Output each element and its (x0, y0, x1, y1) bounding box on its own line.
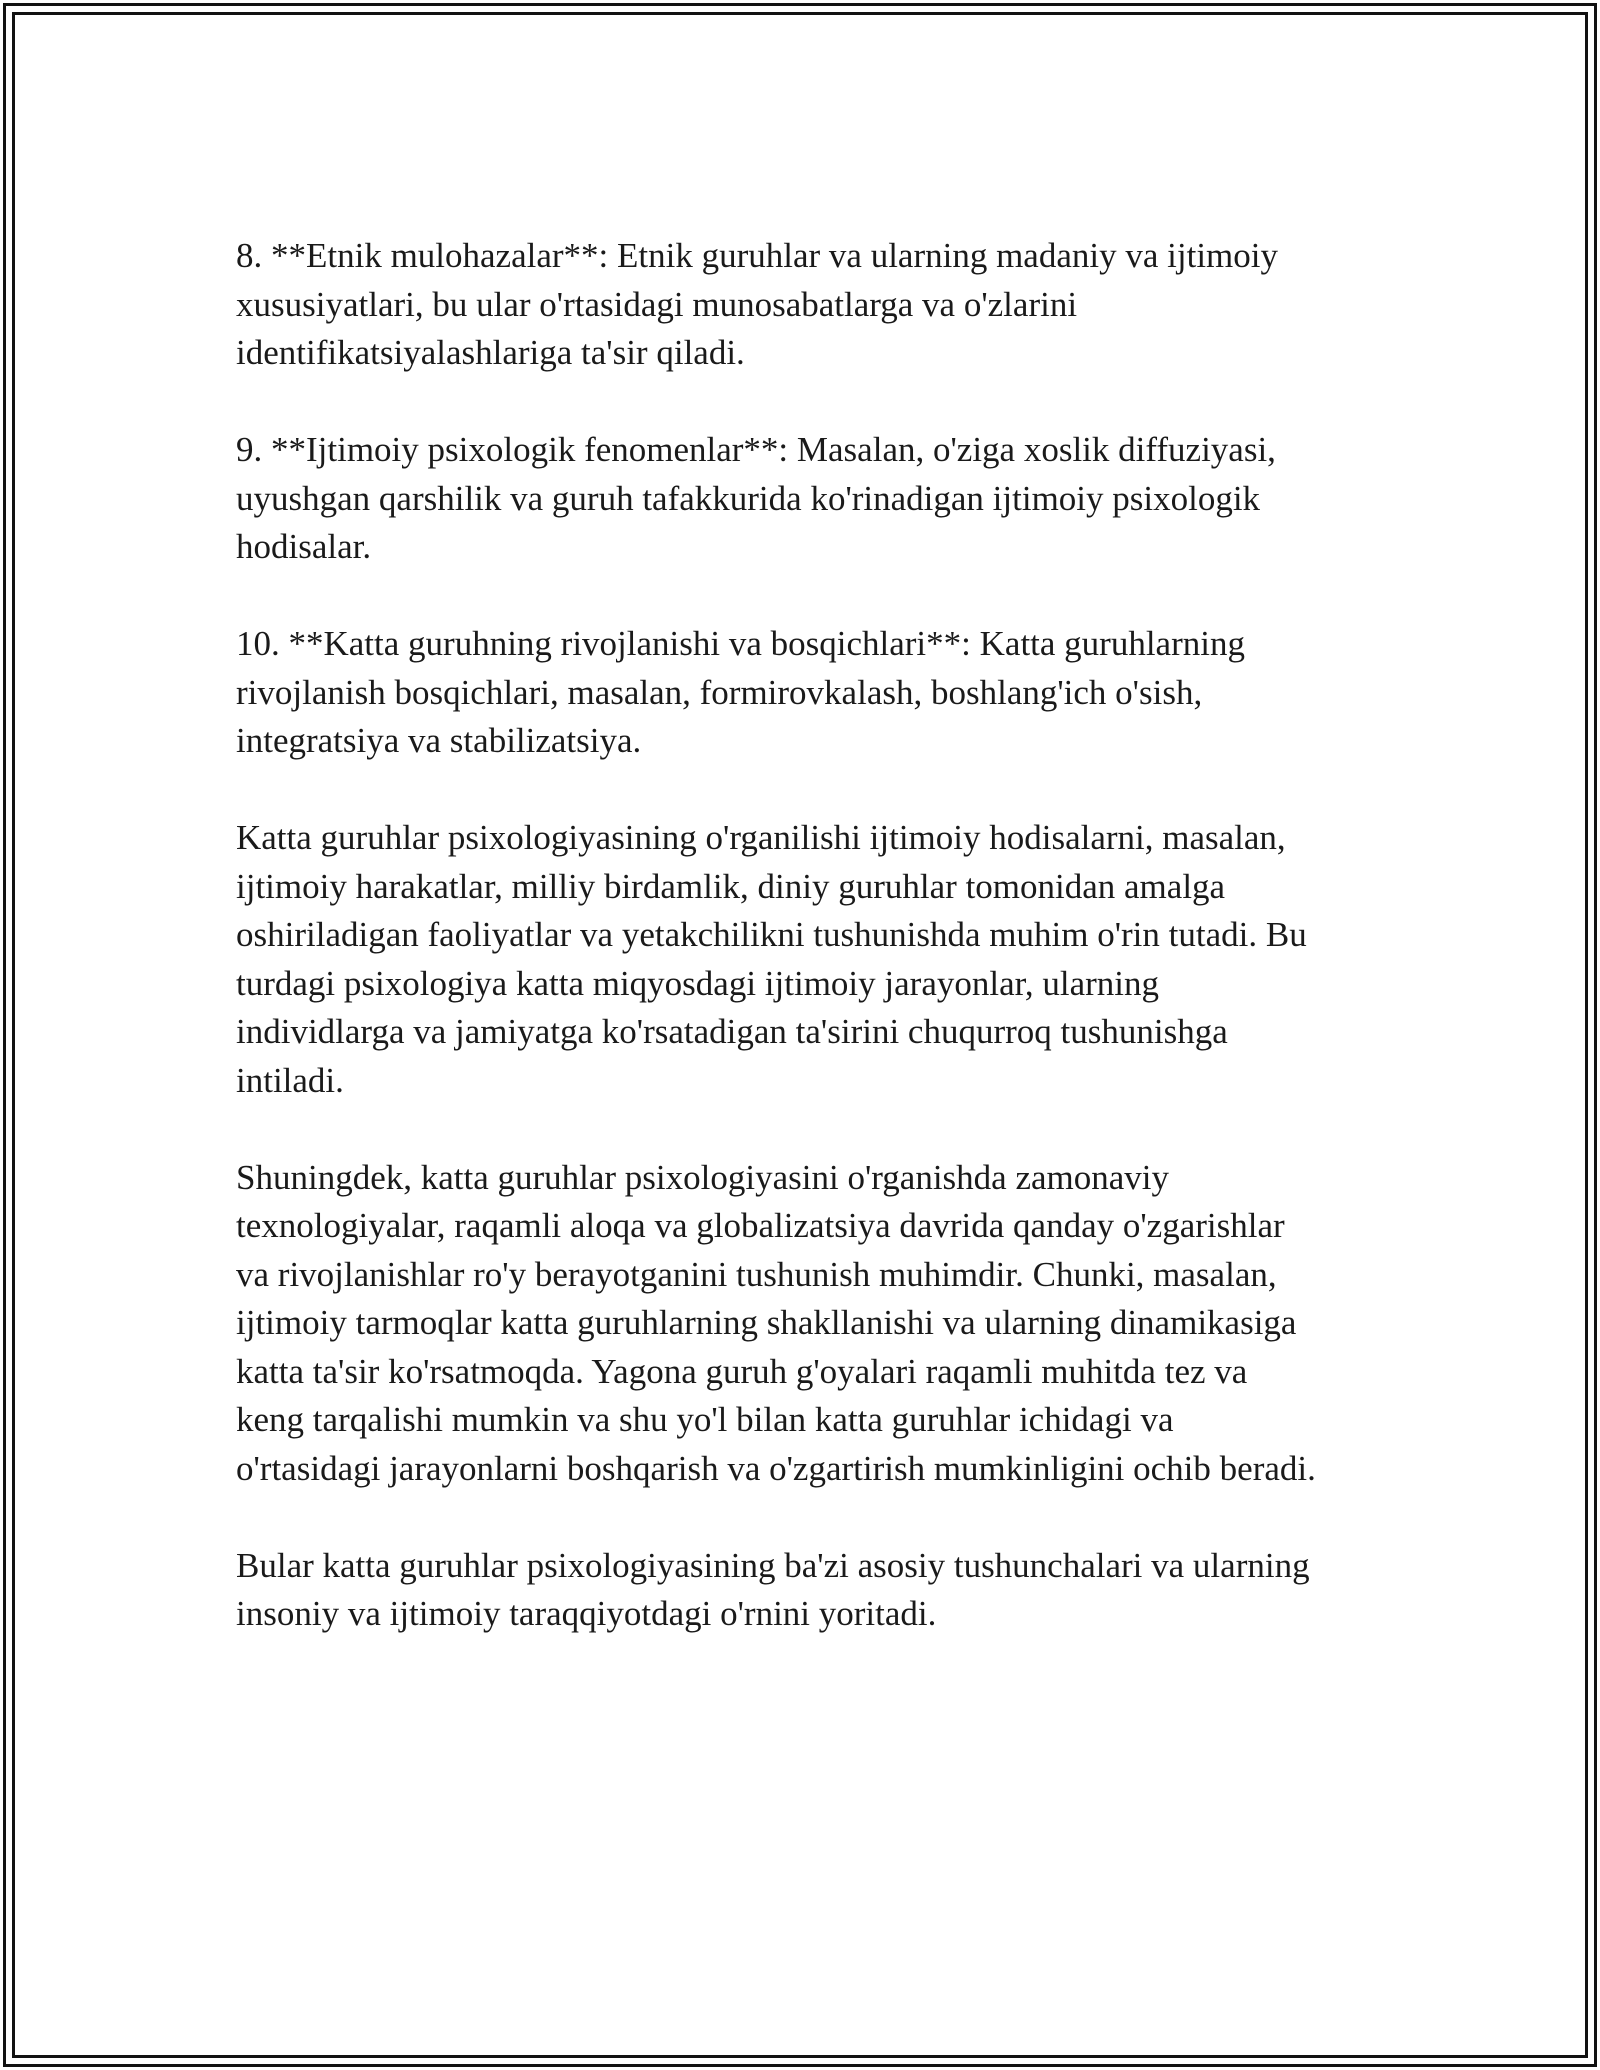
paragraph-modern-technologies: Shuningdek, katta guruhlar psixologiyasini o'rganishda zamonaviy texnologiyalar, raqamli aloqa va globalizatsiya davrida qanday o'zgarishlar va rivojlanishlar ro'y berayotganini tushunish muhimdir. Chunki, masalan, ijtimoiy tarmoqlar katta guruhlarning shakllanishi va ularning dinamikasiga katta ta'sir ko'rsatmoqda. Yagona guruh g'oyalari raqamli muhitda tez va keng tarqalishi mumkin va shu yo'l bilan katta guruhlar ichidagi va o'rtasidagi jarayonlarni boshqarish va o'zgartirish mumkinligini ochib beradi. (236, 1157, 1316, 1488)
document-body (236, 232, 1386, 1687)
paragraph-conclusion: Bular katta guruhlar psixologiyasining ba'zi asosiy tushunchalari va ularning insoniy va ijtimoiy taraqqiyotdagi o'rnini yoritadi. (236, 1545, 1310, 1633)
paragraph-group-development-stages: 10. **Katta guruhning rivojlanishi va bosqichlari**: Katta guruhlarning rivojlanish bosqichlari, masalan, formirovkalash, boshlang'ich o'sish, integratsiya va stabilizatsiya. (236, 624, 1245, 760)
paragraph-ethnic-considerations: 8. **Etnik mulohazalar**: Etnik guruhlar va ularning madaniy va ijtimoiy xususiyatlari, bu ular o'rtasidagi munosabatlarga va o'zlarini identifikatsiyalashlariga ta'sir qiladi. (236, 236, 1278, 372)
paragraph-social-psych-phenomena: 9. **Ijtimoiy psixologik fenomenlar**: Masalan, o'ziga xoslik diffuziyasi, uyushgan qarshilik va guruh tafakkurida ko'rinadigan ijtimoiy psixologik hodisalar. (236, 430, 1276, 566)
paragraph-study-importance: Katta guruhlar psixologiyasining o'rganilishi ijtimoiy hodisalarni, masalan, ijtimoiy harakatlar, milliy birdamlik, diniy guruhlar tomonidan amalga oshiriladigan faoliyatlar va yetakchilikni tushunishda muhim o'rin tutadi. Bu turdagi psixologiya katta miqyosdagi ijtimoiy jarayonlar, ularning individlarga va jamiyatga ko'rsatadigan ta'sirini chuqurroq tushunishga intiladi. (236, 818, 1307, 1100)
